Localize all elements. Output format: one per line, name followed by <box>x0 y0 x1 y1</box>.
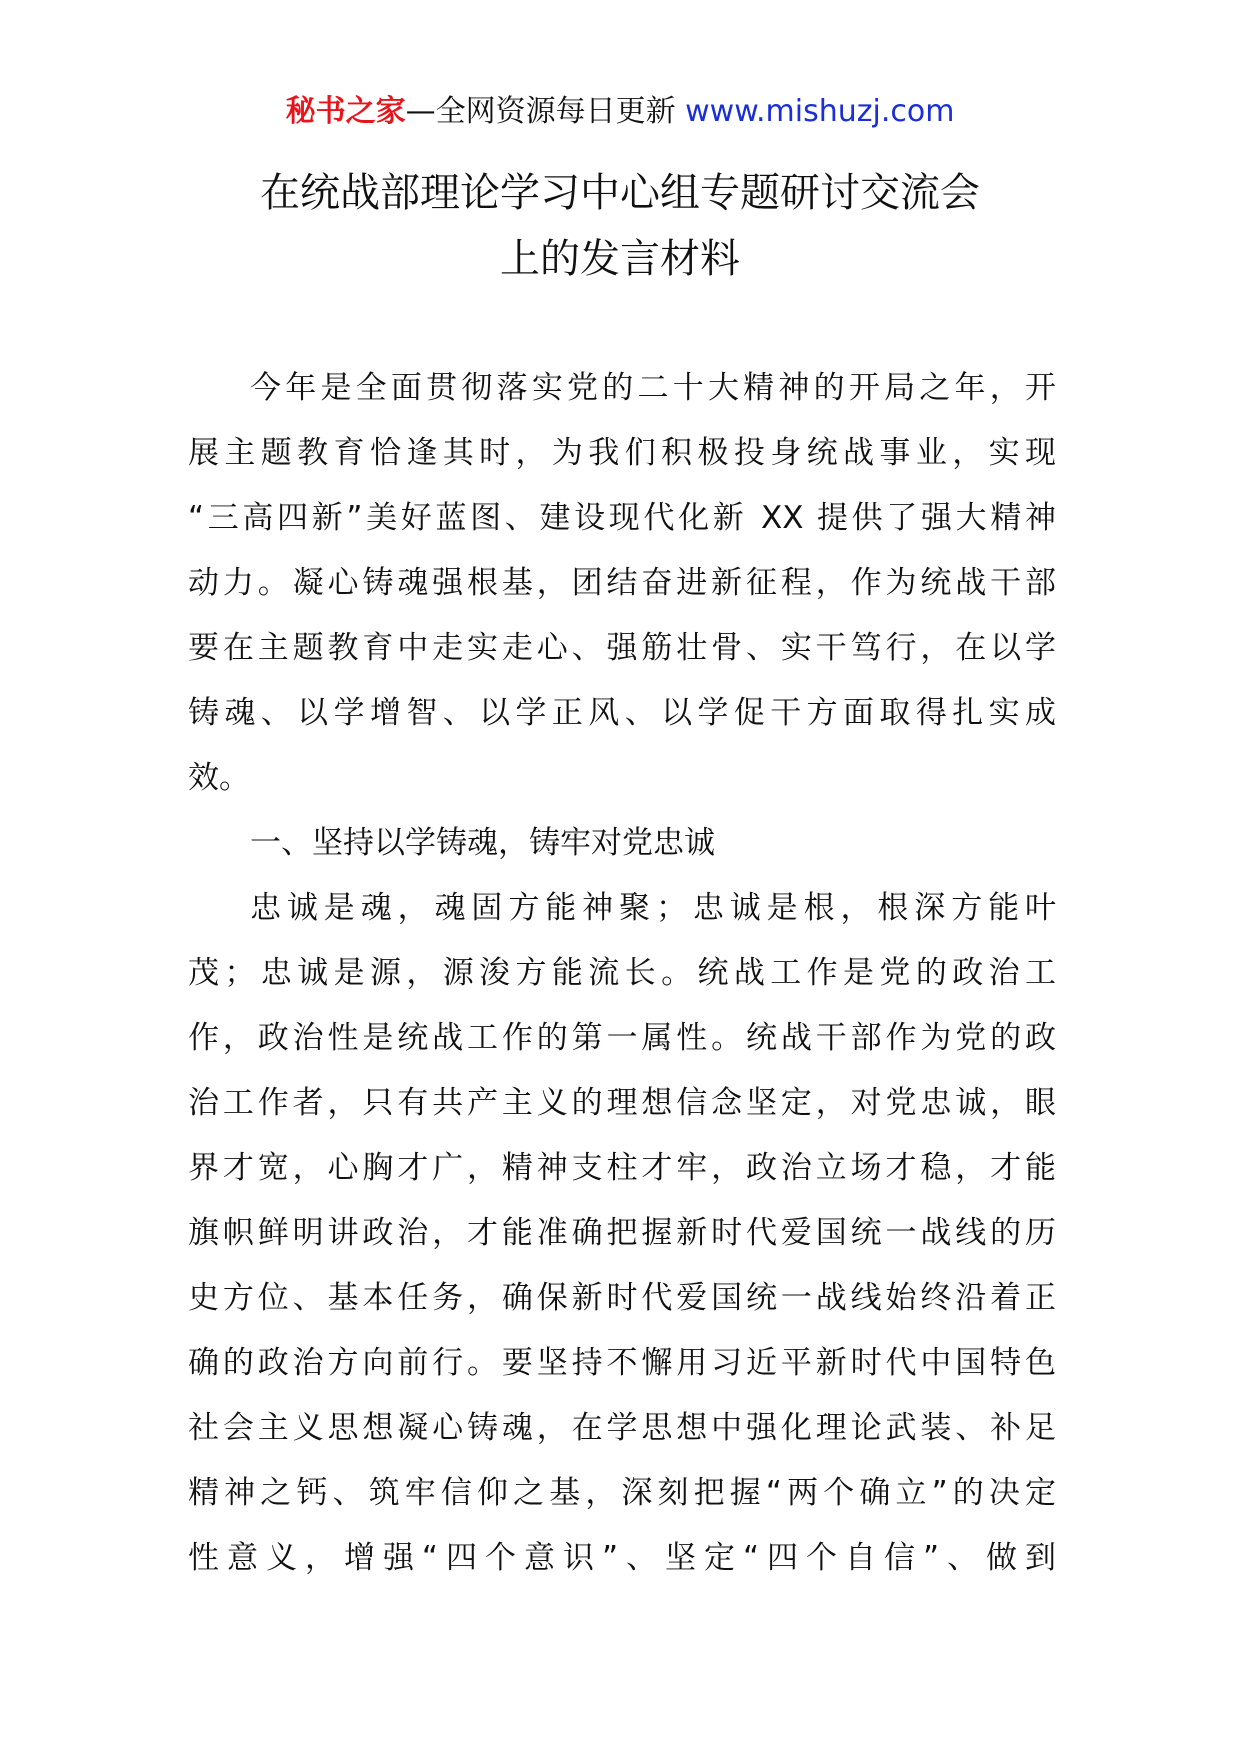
site-header <box>0 92 1240 132</box>
body-line: 界才宽，心胸才广，精神支柱才牢，政治立场才稳，才能 <box>188 1150 1056 1186</box>
body-line: 社会主义思想凝心铸魂，在学思想中强化理论武装、补足 <box>188 1410 1056 1446</box>
body-line: 展主题教育恰逢其时，为我们积极投身统战事业，实现 <box>188 435 1056 471</box>
body-line: 动力。凝心铸魂强根基，团结奋进新征程，作为统战干部 <box>188 565 1056 601</box>
body-line: 忠诚是魂，魂固方能神聚；忠诚是根，根深方能叶 <box>250 890 1056 926</box>
body-line: 今年是全面贯彻落实党的二十大精神的开局之年，开 <box>250 370 1056 406</box>
document-title <box>150 160 1090 292</box>
document-body <box>188 356 1056 1591</box>
body-line: 效。 <box>188 760 250 796</box>
body-line: 精神之钙、筑牢信仰之基，深刻把握“两个确立”的决定 <box>188 1475 1056 1511</box>
body-line: 作，政治性是统战工作的第一属性。统战干部作为党的政 <box>188 1020 1056 1056</box>
site-brand: 秘书之家 <box>285 94 406 129</box>
body-line: 确的政治方向前行。要坚持不懈用习近平新时代中国特色 <box>188 1345 1056 1381</box>
body-line: 史方位、基本任务，确保新时代爱国统一战线始终沿着正 <box>188 1280 1056 1316</box>
title-line-2: 上的发言材料 <box>500 236 740 282</box>
section-heading: 一、坚持以学铸魂，铸牢对党忠诚 <box>250 825 715 861</box>
body-line: 茂；忠诚是源，源浚方能流长。统战工作是党的政治工 <box>188 955 1056 991</box>
body-line: 治工作者，只有共产主义的理想信念坚定，对党忠诚，眼 <box>188 1085 1056 1121</box>
body-line: “三高四新”美好蓝图、建设现代化新 XX 提供了强大精神 <box>188 500 1056 536</box>
title-line-1: 在统战部理论学习中心组专题研讨交流会 <box>260 170 980 216</box>
body-line: 旗帜鲜明讲政治，才能准确把握新时代爱国统一战线的历 <box>188 1215 1056 1251</box>
body-line: 性意义，增强“四个意识”、坚定“四个自信”、做到 <box>188 1540 1056 1576</box>
site-url[interactable]: www.mishuzj.com <box>685 94 955 129</box>
body-line: 铸魂、以学增智、以学正风、以学促干方面取得扎实成 <box>188 695 1056 731</box>
body-line: 要在主题教育中走实走心、强筋壮骨、实干笃行，在以学 <box>188 630 1056 666</box>
site-tagline: —全网资源每日更新 <box>405 94 676 129</box>
